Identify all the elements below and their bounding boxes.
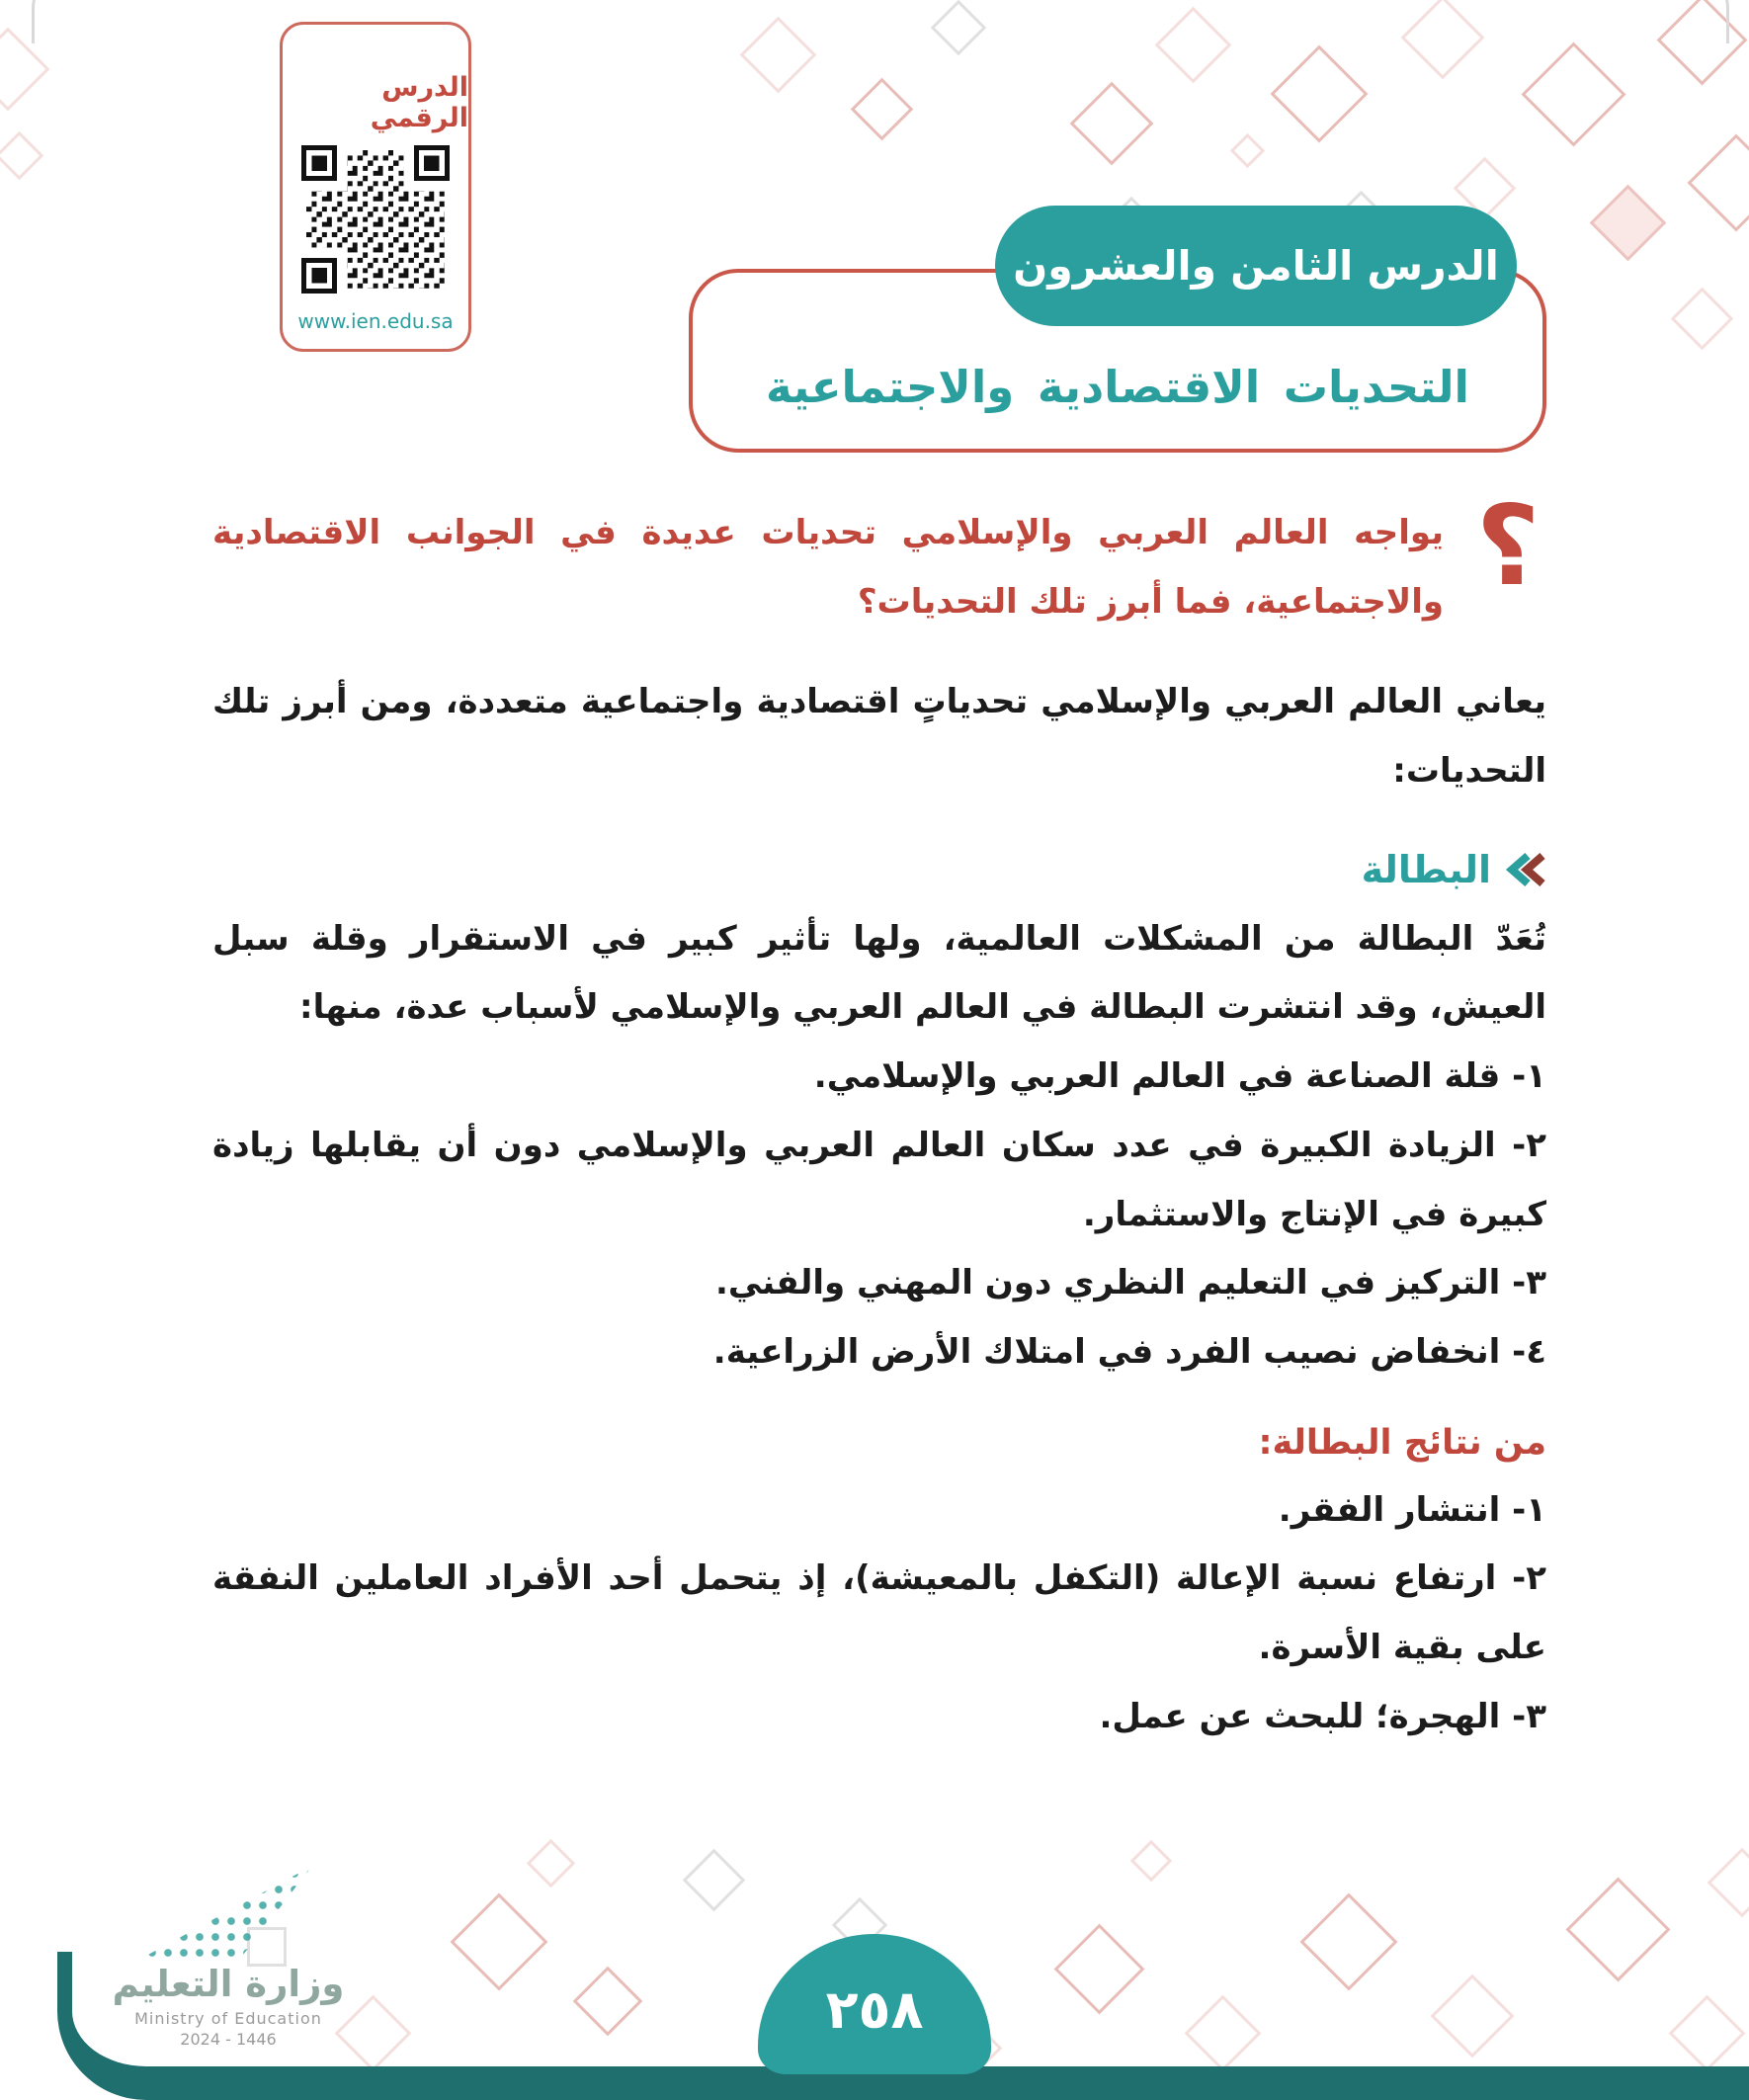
section-heading-unemployment: [212, 848, 1546, 891]
question-text: يواجه العالم العربي والإسلامي تحديات عديدة في الجوانب الاقتصادية والاجتماعية، فما أبرز تلك التحديات؟: [212, 513, 1444, 622]
list-item: ١- قلة الصناعة في العالم العربي والإسلامي.: [813, 1056, 1546, 1097]
decorative-square: [851, 78, 914, 141]
unemployment-causes-list: [212, 1043, 1546, 1386]
decorative-square: [1521, 42, 1625, 146]
ministry-logo-icon: [144, 1866, 312, 1957]
lesson-title: التحديات الاقتصادية والاجتماعية: [766, 361, 1469, 413]
decorative-square: [1590, 185, 1667, 262]
list-item: ٣- التركيز في التعليم النظري دون المهني والفني.: [714, 1263, 1546, 1303]
decorative-square: [931, 0, 987, 55]
page-corner-mark: [1660, 0, 1729, 43]
list-item: ٢- ارتفاع نسبة الإعالة (التكفل بالمعيشة)، إذ يتحمل أحد الأفراد العاملين النفقة على بقية الأسرة.: [212, 1558, 1546, 1667]
decorative-square: [1671, 288, 1734, 351]
decorative-square: [1070, 82, 1154, 166]
decorative-square: [0, 131, 43, 180]
decorative-square: [1707, 1848, 1749, 1918]
double-chevron-icon: [1505, 849, 1546, 890]
list-item: ١- انتشار الفقر.: [1278, 1489, 1546, 1530]
decorative-square: [1271, 45, 1369, 143]
lesson-question-block: [212, 482, 1546, 636]
ministry-year: 2024 - 1446: [180, 2030, 277, 2049]
decorative-square: [1230, 133, 1265, 168]
lesson-content: [212, 482, 1546, 1751]
page-number: ٢٥٨: [825, 1977, 924, 2041]
lesson-number-badge: الدرس الثامن والعشرون: [995, 206, 1517, 326]
ministry-of-education-logo: [95, 1866, 362, 2049]
ministry-name-arabic: وزارة التعليم: [112, 1963, 345, 2005]
decorative-square: [683, 1849, 746, 1912]
list-item: ٣- الهجرة؛ للبحث عن عمل.: [1099, 1696, 1546, 1736]
decorative-square: [740, 17, 817, 94]
decorative-square: [1688, 134, 1749, 232]
intro-paragraph: يعاني العالم العربي والإسلامي تحدياتٍ اقتصادية واجتماعية متعددة، ومن أبرز تلك التحديات:: [212, 682, 1546, 792]
question-mark-icon: ؟: [1475, 482, 1541, 611]
results-heading: من نتائج البطالة:: [1258, 1422, 1546, 1463]
section-title: البطالة: [1361, 847, 1491, 891]
page-corner-mark: [32, 0, 101, 43]
decorative-square: [1130, 1840, 1172, 1882]
qr-code-icon: [301, 145, 450, 297]
digital-lesson-label: الدرس الرقمي: [370, 72, 468, 133]
qr-card-url: www.ien.edu.sa: [297, 309, 454, 333]
decorative-square: [1401, 0, 1485, 79]
ministry-name-english: Ministry of Education: [134, 2009, 322, 2028]
list-item: ٢- الزيادة الكبيرة في عدد سكان العالم العربي والإسلامي دون أن يقابلها زيادة كبيرة في الإنتاج والاستثمار.: [212, 1125, 1546, 1234]
decorative-square: [527, 1839, 575, 1888]
unemployment-results-list: [212, 1476, 1546, 1752]
unemployment-lead: تُعَدّ البطالة من المشكلات العالمية، ولها تأثير كبير في الاستقرار وقلة سبل العيش، وقد انتشرت البطالة في العالم العربي والإسلامي لأسباب عدة، منها:: [212, 918, 1546, 1028]
decorative-square: [1155, 7, 1232, 84]
list-item: ٤- انخفاض نصيب الفرد في امتلاك الأرض الزراعية.: [712, 1331, 1546, 1372]
digital-lesson-card: [280, 22, 471, 352]
